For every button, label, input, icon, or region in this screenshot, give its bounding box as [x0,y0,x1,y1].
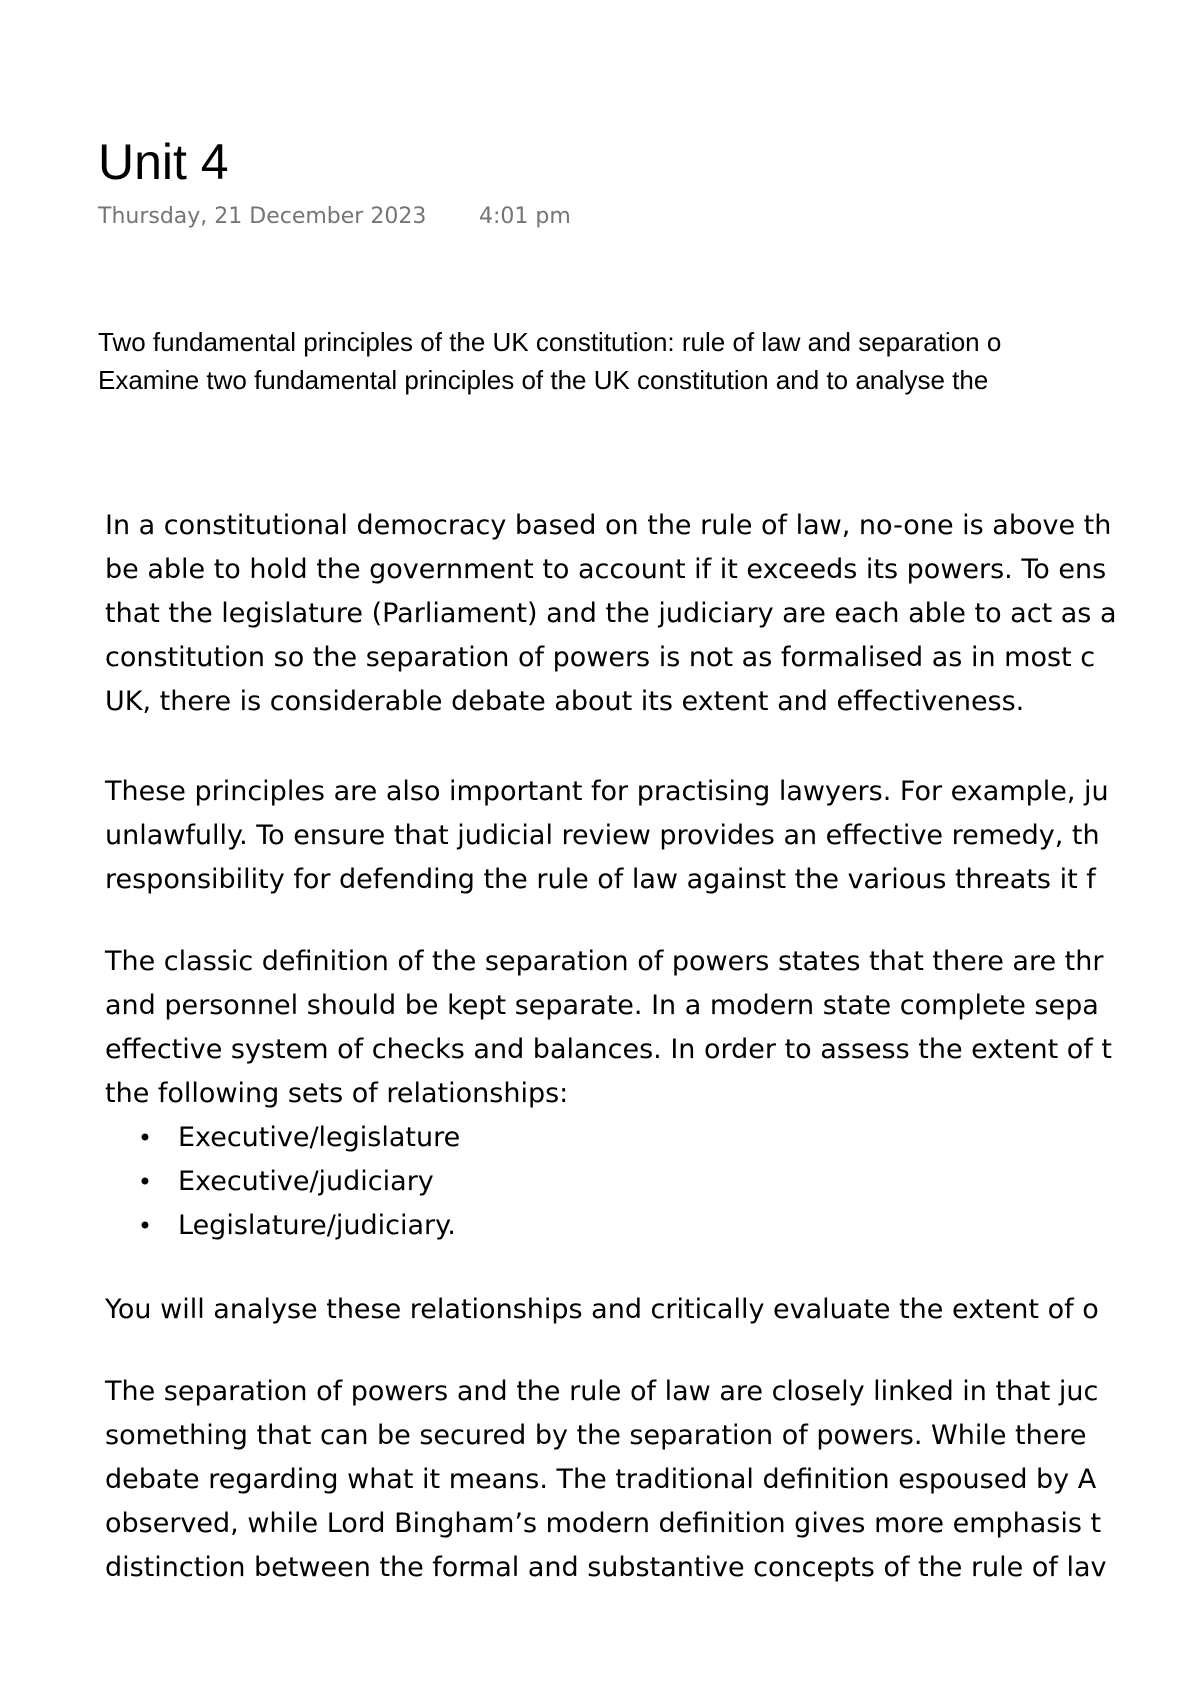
bullet-icon: • [137,1212,153,1240]
heading-line-2: Examine two fundamental principles of the UK constitution and to analyse the [98,365,989,395]
bullet-list-item [105,1160,1112,1204]
heading-line-1: Two fundamental principles of the UK constitution: rule of law and separation o [98,327,1002,357]
paragraph-line: constitution so the separation of powers is not as formalised as in most c [105,642,1096,673]
paragraph-5[interactable] [105,1370,1106,1590]
paragraph-line: the following sets of relationships: [105,1078,569,1109]
paragraph-line: be able to hold the government to account if it exceeds its powers. To ens [105,554,1107,585]
paragraph-line: and personnel should be kept separate. In a modern state complete sepa [105,990,1099,1021]
paragraph-line: responsibility for defending the rule of law against the various threats it f [105,864,1096,895]
bullet-list-item [105,1116,1112,1160]
bullet-icon: • [137,1168,153,1196]
bullet-icon: • [137,1124,153,1152]
paragraph-2[interactable] [105,770,1109,902]
paragraph-line: unlawfully. To ensure that judicial review provides an effective remedy, th [105,820,1100,851]
paragraph-4[interactable] [105,1288,1099,1332]
paragraph-line: something that can be secured by the separation of powers. While there [105,1420,1087,1451]
page-date: Thursday, 21 December 2023 [98,204,427,229]
bullet-text: Legislature/judiciary. [178,1210,456,1241]
paragraph-3[interactable] [105,940,1112,1248]
bullet-list-item [105,1204,1112,1248]
paragraph-1[interactable] [105,504,1117,724]
paragraph-line: that the legislature (Parliament) and the judiciary are each able to act as a [105,598,1117,629]
paragraph-line: In a constitutional democracy based on the rule of law, no-one is above th [105,510,1112,541]
bullet-text: Executive/legislature [178,1122,461,1153]
paragraph-line: You will analyse these relationships and critically evaluate the extent of o [105,1294,1099,1325]
paragraph-line: observed, while Lord Bingham’s modern definition gives more emphasis t [105,1508,1102,1539]
paragraph-line: distinction between the formal and substantive concepts of the rule of lav [105,1552,1107,1583]
paragraph-line: debate regarding what it means. The traditional definition espoused by A [105,1464,1097,1495]
paragraph-line: UK, there is considerable debate about its extent and effectiveness. [105,686,1025,717]
paragraph-line: The separation of powers and the rule of law are closely linked in that juc [105,1376,1099,1407]
page-time: 4:01 pm [479,204,571,229]
paragraph-line: effective system of checks and balances. In order to assess the extent of t [105,1034,1112,1065]
paragraph-line: These principles are also important for practising lawyers. For example, ju [105,776,1109,807]
paragraph-line: The classic definition of the separation of powers states that there are thr [105,946,1104,977]
bullet-text: Executive/judiciary [178,1166,434,1197]
page-title[interactable]: Unit 4 [98,134,229,190]
